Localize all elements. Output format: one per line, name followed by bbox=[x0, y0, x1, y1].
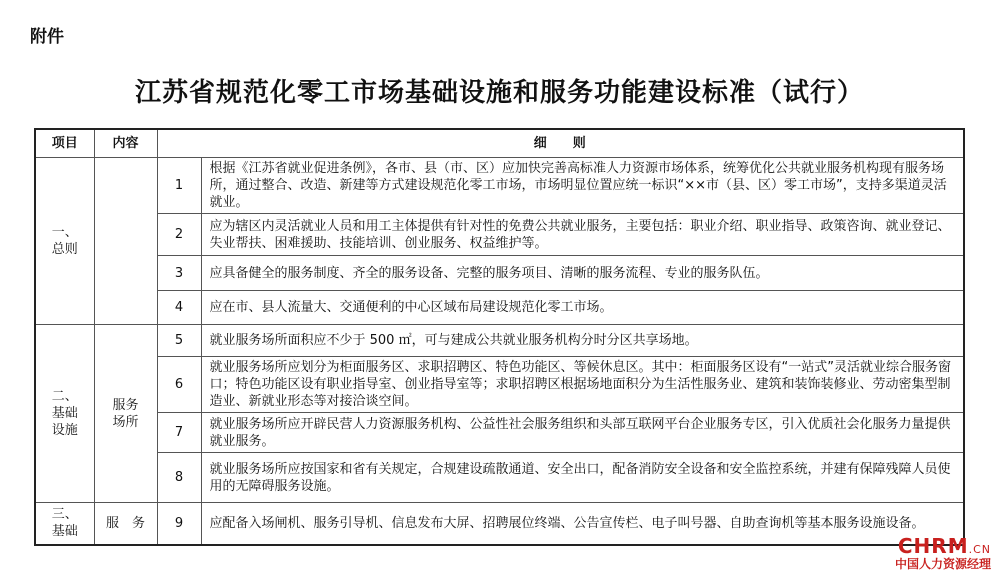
section-name: 基础设施 bbox=[51, 406, 78, 438]
section-number: 一、 bbox=[51, 225, 78, 240]
table-header-row bbox=[35, 129, 964, 158]
chrm-watermark bbox=[895, 534, 991, 572]
row-detail: 就业服务场所应划分为柜面服务区、求职招聘区、特色功能区、等候休息区。其中：柜面服务区设有“一站式”灵活就业综合服务窗口；特色功能区设有职业指导室、创业指导室等；求职招聘区根据场地面积分为生活性服务业、建筑和装饰装修业、劳动密集型制造业、新就业形态等对接洽谈空间。 bbox=[201, 357, 964, 413]
table-row bbox=[35, 214, 964, 256]
watermark-subtitle: 中国人力资源经理 bbox=[894, 557, 991, 571]
section-general-content bbox=[94, 158, 157, 325]
table-row bbox=[35, 325, 964, 357]
table-row bbox=[35, 413, 964, 453]
table-row bbox=[35, 503, 964, 545]
attachment-label: 附件 bbox=[30, 27, 64, 47]
row-detail: 应在市、县人流量大、交通便利的中心区域布局建设规范化零工市场。 bbox=[201, 291, 964, 325]
section-basic-content: 服 务 bbox=[94, 503, 157, 545]
section-general-project bbox=[35, 158, 94, 325]
row-detail: 就业服务场所应按国家和省有关规定，合规建设疏散通道、安全出口，配备消防安全设备和安全监控系统，并建有保障残障人员使用的无障碍服务设施。 bbox=[201, 453, 964, 503]
section-name: 基础 bbox=[51, 524, 78, 540]
row-number: 8 bbox=[157, 453, 201, 503]
header-content: 内容 bbox=[94, 129, 157, 158]
row-detail: 应为辖区内灵活就业人员和用工主体提供有针对性的免费公共就业服务，主要包括：职业介绍、职业指导、政策咨询、就业登记、失业帮扶、困难援助、技能培训、创业服务、权益维护等。 bbox=[201, 214, 964, 256]
row-detail: 就业服务场所面积应不少于 500 ㎡，可与建成公共就业服务机构分时分区共享场地。 bbox=[201, 325, 964, 357]
table-row bbox=[35, 158, 964, 214]
section-number: 二、 bbox=[51, 389, 78, 404]
section-infrastructure-project bbox=[35, 325, 94, 503]
document-title: 江苏省规范化零工市场基础设施和服务功能建设标准（试行） bbox=[134, 78, 864, 108]
row-number: 1 bbox=[157, 158, 201, 214]
header-project: 项目 bbox=[35, 129, 94, 158]
watermark-domain: .CN bbox=[968, 543, 991, 556]
row-number: 7 bbox=[157, 413, 201, 453]
row-number: 6 bbox=[157, 357, 201, 413]
table-row bbox=[35, 453, 964, 503]
section-infrastructure-content bbox=[94, 325, 157, 503]
row-detail: 就业服务场所应开辟民营人力资源服务机构、公益性社会服务组织和头部互联网平台企业服务专区，引入优质社会化服务力量提供就业服务。 bbox=[201, 413, 964, 453]
watermark-logo-text: CHRM bbox=[897, 534, 969, 558]
row-detail: 应具备健全的服务制度、齐全的服务设备、完整的服务项目、清晰的服务流程、专业的服务队伍。 bbox=[201, 256, 964, 291]
table-row bbox=[35, 256, 964, 291]
row-number: 5 bbox=[157, 325, 201, 357]
table-row bbox=[35, 357, 964, 413]
section-basic-project bbox=[35, 503, 94, 545]
row-number: 2 bbox=[157, 214, 201, 256]
section-number: 三、 bbox=[51, 507, 78, 523]
row-detail: 应配备入场闸机、服务引导机、信息发布大屏、招聘展位终端、公告宣传栏、电子叫号器、自助查询机等基本服务设施设备。 bbox=[201, 503, 964, 545]
row-detail: 根据《江苏省就业促进条例》，各市、县（市、区）应加快完善高标准人力资源市场体系，统筹优化公共就业服务机构现有服务场所，通过整合、改造、新建等方式建设规范化零工市场，市场明显位置应统一标识“××市（县、区）零工市场”，支持多渠道灵活就业。 bbox=[201, 158, 964, 214]
row-number: 3 bbox=[157, 256, 201, 291]
section-name: 总则 bbox=[51, 242, 78, 257]
standards-table bbox=[34, 128, 965, 546]
table-row bbox=[35, 291, 964, 325]
row-number: 4 bbox=[157, 291, 201, 325]
content-label: 服务场所 bbox=[112, 397, 139, 430]
row-number: 9 bbox=[157, 503, 201, 545]
header-detail: 细则 bbox=[157, 129, 964, 158]
